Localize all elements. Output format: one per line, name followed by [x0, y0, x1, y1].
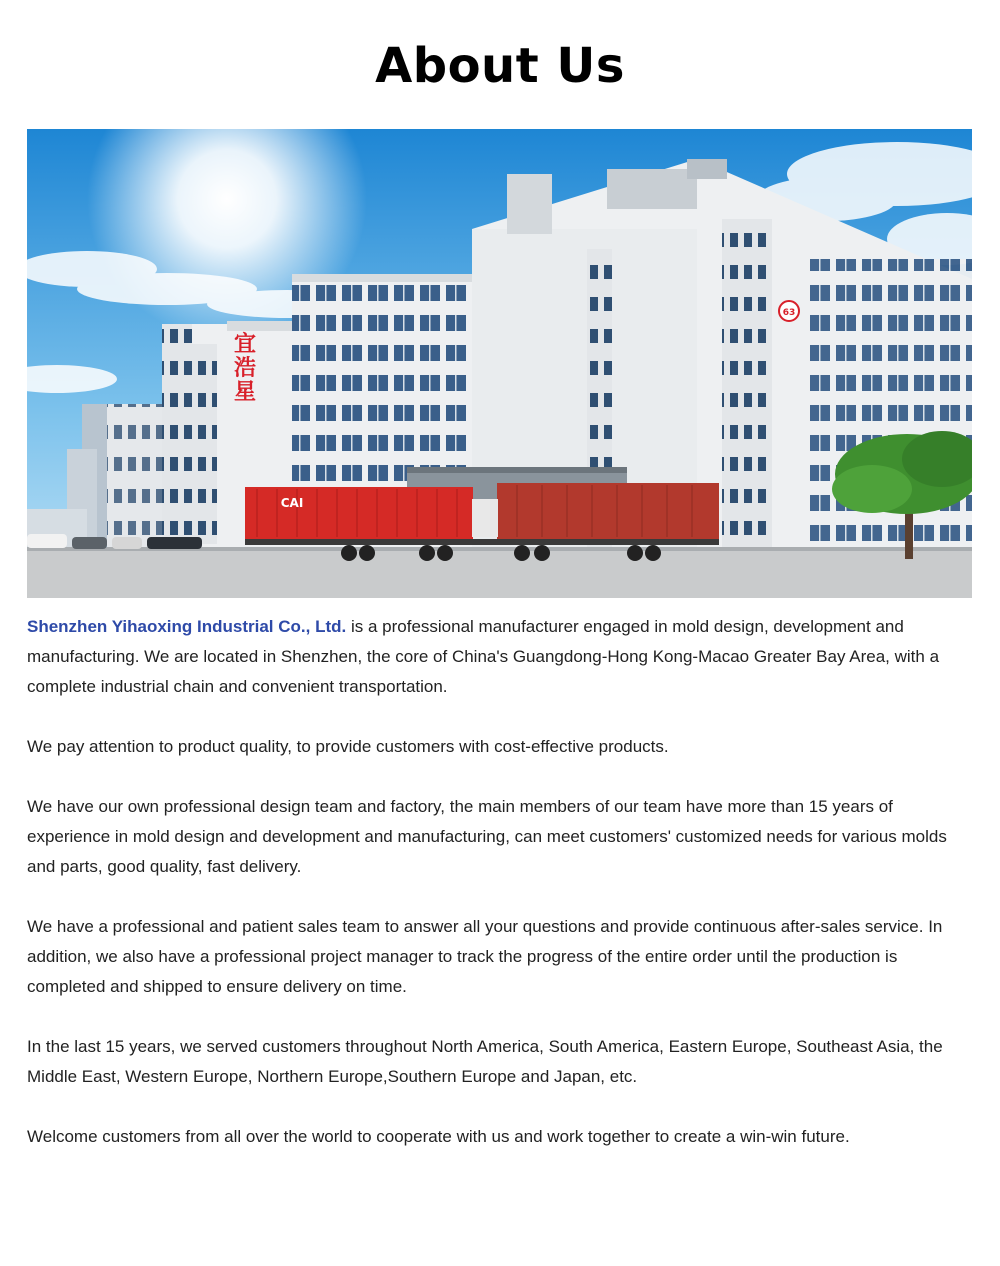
about-content: [27, 612, 977, 1182]
intro-text: is a professional manufacturer engaged in mold design, development and manufacturing. We are located in Shenzhen, the core of China's Guangdong-Hong Kong-Macao Greater Bay Area, with a complete industrial chain and convenient transportation.: [27, 617, 940, 696]
sign-char-3: 星: [233, 379, 257, 405]
paragraph-customers: In the last 15 years, we served customers throughout North America, South America, Eastern Europe, Southeast Asia, the Middle East, Western Europe, Northern Europe,Southern Europe and Japan, etc.: [27, 1037, 943, 1086]
paragraph-welcome: Welcome customers from all over the world to cooperate with us and work together to create a win-win future.: [27, 1127, 850, 1146]
intro-paragraph: [27, 612, 977, 702]
sign-char-1: 宜: [233, 331, 257, 357]
container-logo: CAI: [280, 496, 304, 510]
sign-text: [234, 331, 256, 405]
company-name: Shenzhen Yihaoxing Industrial Co., Ltd.: [27, 617, 347, 636]
building-badge: 63: [782, 308, 796, 318]
page-title: About Us: [375, 38, 625, 94]
paragraph-quality: We pay attention to product quality, to provide customers with cost-effective products.: [27, 737, 669, 756]
factory-photo: [27, 129, 972, 598]
sign-char-2: 浩: [233, 355, 257, 381]
paragraph-team: We have our own professional design team and factory, the main members of our team have more than 15 years of experience in mold design and development and manufacturing, can meet customers' customized needs for various molds and parts, good quality, fast delivery.: [27, 797, 947, 876]
paragraph-sales: We have a professional and patient sales team to answer all your questions and provide continuous after-sales service. In addition, we also have a professional project manager to track the progress of the entire order until the production is completed and shipped to ensure delivery on time.: [27, 917, 943, 996]
